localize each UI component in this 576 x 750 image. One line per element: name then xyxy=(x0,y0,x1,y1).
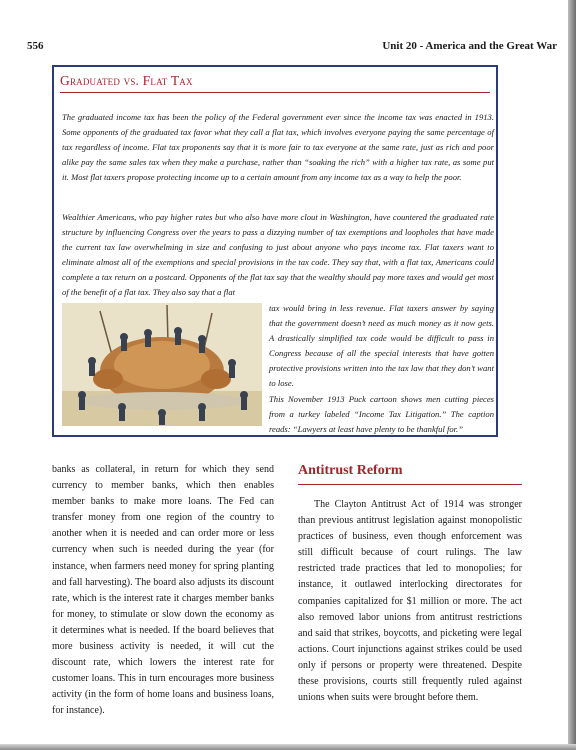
page-number: 556 xyxy=(27,40,44,52)
running-head: Unit 20 - America and the Great War xyxy=(382,40,557,52)
sidebar-paragraph-2: Wealthier Americans, who pay higher rates but who also have more clout in Washington, have countered the graduated rate structure by influencing Congress over the years to pass a dizzying number of tax exemptions and loopholes that have made the current tax law overwhelming in size and confusing to just about anyone who pays income tax. Flat taxers want to eliminate almost all of the exemptions and special provisions in the tax code. They say that, with a flat tax, Americans could complete a tax return on a postcard. Opponents of the flat tax say that the wealthy should pay more taxes and would get most of the benefit of a flat tax. They also say that a flat xyxy=(62,212,494,298)
puck-cartoon-image xyxy=(62,303,262,426)
sidebar-title: Graduated vs. Flat Tax xyxy=(60,73,193,88)
section-heading-antitrust: Antitrust Reform xyxy=(298,463,403,478)
section-heading-rule xyxy=(298,484,522,485)
page-edge-shadow xyxy=(568,0,576,750)
right-column-text: The Clayton Antitrust Act of 1914 was stronger than previous antitrust legislation against monopolistic practices of business, even though enforcement was still difficult because of court rulings. The law restricted trade practices that led to monopolies; for instance, it outlawed interlocking directorates for companies capitalized for $1 million or more. The act also removed labor unions from antitrust restrictions and said that strikes, boycotts, and picketing were legal actions. Court injunctions against strikes could be used only if persons or property were threatened. Despite these provisions, courts still frequently ruled against unions when suits were brought before them. xyxy=(298,499,522,704)
sidebar-box xyxy=(52,65,498,437)
page-bottom-shadow xyxy=(0,744,576,750)
sidebar-paragraph-1: The graduated income tax has been the policy of the Federal government ever since the income tax was enacted in 1913. Some opponents of the graduated tax favor what they call a flat tax, which involves everyone paying the same percentage of tax regardless of income. Flat tax proponents say that it is more fair to tax everyone at the same rate, just as rich and poor alike pay the same sales tax when they make a purchase, rather than “soaking the rich” with a higher tax rate, as some put it. Most flat taxers propose protecting income up to a certain amount from any income tax as a way to help the poor. xyxy=(62,112,494,183)
sidebar-paragraph-2-continued: tax would bring in less revenue. Flat taxers answer by saying that the government doesn’t need as much money as it now gets. A drastically simplified tax code would be difficult to pass in Congress because of all the special interests that have gotten protective provisions written into the tax law that they don’t want to lose. xyxy=(269,303,494,389)
left-column-text: banks as collateral, in return for which they send currency to member banks, which then enables member banks to make more loans. The Fed can transfer money from one region of the country to another when it is needed and can order more or less currency when such is needed during the year (for instance, when farmers need money for spring planting and fall harvesting). The board also adjusts its discount rate, which is the interest rate it charges member banks for money, to stimulate or slow down the economy as it determines what is needed. If the board believes that more business activity is needed, it will cut the discount rate, which lowers the interest rate for customer loans. This in turn encourages more business activity (in the form of home loans and business loans, for instance). xyxy=(52,464,274,717)
cartoon-caption: This November 1913 Puck cartoon shows men cutting pieces from a turkey labeled “Income Tax Litigation.” The caption reads: “Lawyers at least have plenty to be thankful for.” xyxy=(269,394,494,435)
sidebar-title-rule xyxy=(60,92,490,93)
